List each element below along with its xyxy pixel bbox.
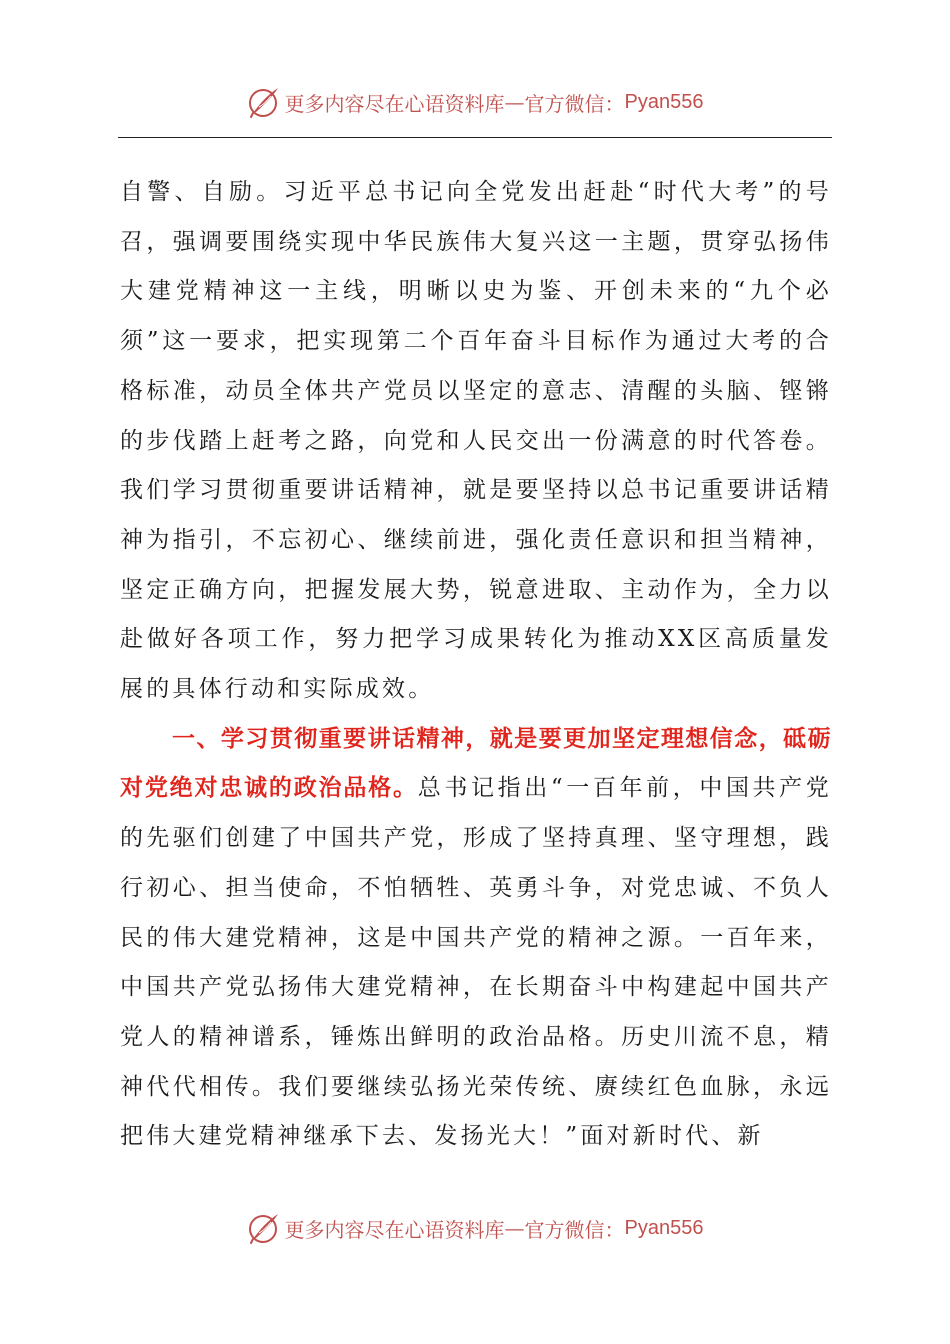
footer-brand-text: 更多内容尽在心语资料库 [284,1217,505,1242]
footer-separator: — [504,1216,525,1240]
section-paragraph [120,715,832,1162]
footer-wechat-label: 官方微信： [524,1217,625,1242]
page-footer [0,1208,950,1248]
section-body-text: 总书记指出“一百年前，中国共产党的先驱们创建了中国共产党，形成了坚持真理、坚守理想，践行初心、担当使命，不怕牺牲、英勇斗争，对党忠诚、不负人民的伟大建党精神，这是中国共产党的精神之源。一百年来，中国共产党弘扬伟大建党精神，在长期奋斗中构建起中国共产党人的精神谱系，锤炼出鲜明的政治品格。历史川流不息，精神代代相传。我们要继续弘扬光荣传统、赓续红色血脉，永远把伟大建党精神继承下去、发扬光大！”面对新时代、新 [120,775,832,1150]
header-wechat-label: 官方微信： [524,91,625,116]
footer-wechat-id: Pyan556 [624,1216,704,1239]
section-heading: 一、学习贯彻重要讲话精神，就是要更加坚定理想信念，砥砺对党绝对忠诚的政治品格。 [120,725,832,802]
quill-pen-logo-icon [247,1211,281,1245]
header-wechat-id: Pyan556 [624,90,704,113]
body-paragraph: 自警、自励。习近平总书记向全党发出赶赴“时代大考”的号召，强调要围绕实现中华民族伟大复兴这一主题，贯穿弘扬伟大建党精神这一主线，明晰以史为鉴、开创未来的“九个必须”这一要求，把实现第二个百年奋斗目标作为通过大考的合格标准，动员全体共产党员以坚定的意志、清醒的头脑、铿锵的步伐踏上赶考之路，向党和人民交出一份满意的时代答卷。我们学习贯彻重要讲话精神，就是要坚持以总书记重要讲话精神为指引，不忘初心、继续前进，强化责任意识和担当精神，坚定正确方向，把握发展大势，锐意进取、主动作为，全力以赴做好各项工作，努力把学习成果转化为推动XX区高质量发展的具体行动和实际成效。 [120,179,832,703]
quill-pen-logo-icon [247,85,281,119]
header-brand-text: 更多内容尽在心语资料库 [284,91,505,116]
header-divider [118,137,832,138]
page-header [0,82,950,122]
document-body [120,168,832,1162]
header-separator: — [504,90,525,114]
